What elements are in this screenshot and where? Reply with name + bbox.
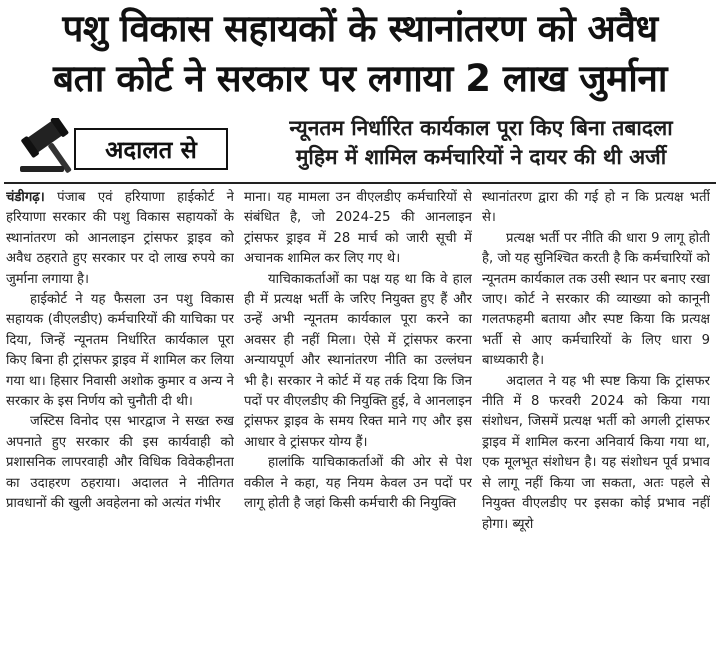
paragraph: हाईकोर्ट ने यह फैसला उन पशु विकास सहायक (वीएलडीए) कर्मचारियों की याचिका पर दिया, जिन्हें न्यूनतम निर्धारित कार्यकाल पूरा किए बिना ही ट्रांसफर ड्राइव में शामिल कर लिया गया था। हिसार निवासी अशोक कुमार व अन्य ने सरकार के इस निर्णय को चुनौती दी थी। (6, 292, 234, 410)
paragraph: माना। यह मामला उन वीएलडीए कर्मचारियों से संबंधित है, जो 2024-25 की आनलाइन ट्रांसफर ड्राइव में 28 मार्च को जारी सूची में अचानक शामिल कर लिए गए थे। (244, 190, 472, 267)
headline (6, 4, 714, 104)
paragraph: प्रत्यक्ष भर्ती पर नीति की धारा 9 लागू होती है, जो यह सुनिश्चित करती है कि कर्मचारियों को न्यूनतम कार्यकाल तक उसी स्थान पर बनाए रखा जाए। कोर्ट ने सरकार की व्याख्या को कानूनी गलतफहमी बताया और स्पष्ट किया कि प्रत्यक्ष भर्ती से आए कर्मचारियों के लिए धारा 9 बाध्यकारी है। (482, 230, 710, 369)
subheadline-line-2: मुहिम में शामिल कर्मचारियों ने दायर की थी अर्जी (295, 145, 667, 169)
paragraph: स्थानांतरण द्वारा की गई हो न कि प्रत्यक्ष भर्ती से। (482, 190, 710, 226)
article-column-2 (244, 188, 472, 672)
section-badge (14, 118, 224, 176)
headline-line-2: बता कोर्ट ने सरकार पर लगाया 2 लाख जुर्माना (53, 57, 667, 100)
paragraph: हालांकि याचिकाकर्ताओं की ओर से पेश वकील ने कहा, यह नियम केवल उन पदों पर लागू होती है जहां किसी कर्मचारी की नियुक्ति (244, 455, 472, 512)
article-column-3 (482, 188, 710, 672)
divider-rule (4, 182, 716, 184)
dateline: चंडीगढ़। (6, 190, 45, 205)
subheadline-line-1: न्यूनतम निर्धारित कार्यकाल पूरा किए बिना तबादला (289, 116, 673, 140)
paragraph: याचिकाकर्ताओं का पक्ष यह था कि वे हाल ही में प्रत्यक्ष भर्ती के जरिए नियुक्त हुए हैं और उन्हें अभी न्यूनतम कार्यकाल पूरा करने का अवसर ही नहीं मिला। ऐसे में ट्रांसफर करना अन्यायपूर्ण और स्थानांतरण नीति का उल्लंघन भी है। सरकार ने कोर्ट में यह तर्क दिया कि जिन पदों पर वीएलडीए की नियुक्ति हुई, वे आनलाइन ट्रांसफर ड्राइव के समय रिक्त माने गए और इस आधार वे ट्रांसफर योग्य हैं। (244, 271, 472, 450)
section-label-box (74, 128, 228, 170)
paragraph-text: पंजाब एवं हरियाणा हाईकोर्ट ने हरियाणा सरकार की पशु विकास सहायकों के स्थानांतरण को आनलाइन ट्रांसफर ड्राइव को अवैध ठहराते हुए सरकार पर दो लाख रुपये का जुर्माना लगाया है। (6, 190, 234, 287)
paragraph (6, 188, 234, 290)
paragraph: अदालत ने यह भी स्पष्ट किया कि ट्रांसफर नीति में 8 फरवरी 2024 को किया गया संशोधन, जिसमें प्रत्यक्ष भर्ती को अगली ट्रांसफर ड्राइव में शामिल करना अनिवार्य किया गया था, एक मूलभूत संशोधन है। यह संशोधन पूर्व प्रभाव से लागू नहीं किया जा सकता, अतः पहले से नियुक्त वीएलडीए पर इसका कोई प्रभाव नहीं होगा। ब्यूरो (482, 373, 710, 532)
article-column-1 (6, 188, 234, 672)
subheadline (250, 114, 712, 172)
section-label: अदालत से (105, 135, 197, 164)
paragraph: जस्टिस विनोद एस भारद्वाज ने सख्त रुख अपनाते हुए सरकार की इस कार्यवाही को प्रशासनिक लापरवाही और विधिक विवेकहीनता का उदाहरण ठहराया। अदालत ने नीतिगत प्रावधानों की खुली अवहेलना को अत्यंत गंभीर (6, 414, 234, 512)
headline-line-1: पशु विकास सहायकों के स्थानांतरण को अवैध (62, 7, 658, 50)
